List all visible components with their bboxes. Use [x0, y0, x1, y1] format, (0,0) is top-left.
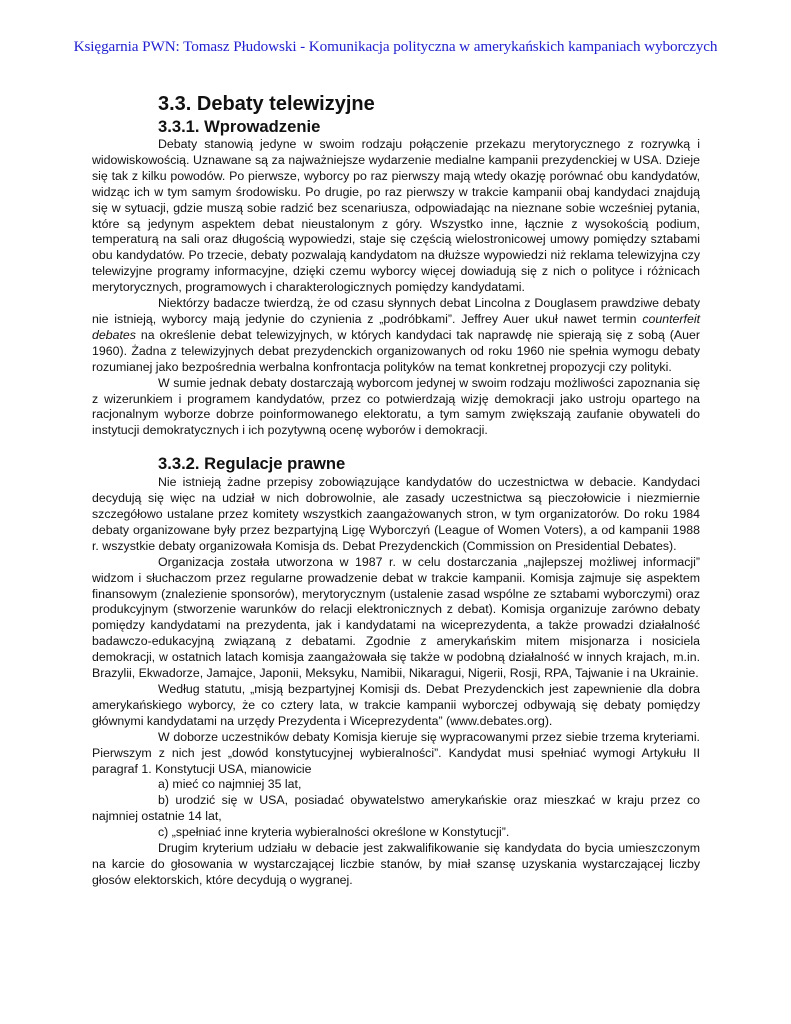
section-title: 3.3. Debaty telewizyjne: [158, 93, 375, 115]
subsection-title-introduction: 3.3.1. Wprowadzenie: [158, 117, 321, 136]
paragraph: Niektórzy badacze twierdzą, że od czasu słynnych debat Lincolna z Douglasem prawdziwe debaty nie istnieją, wyborcy mają jedynie do czynienia z „podróbkami”. Jeffrey Auer ukuł nawet termin counterfeit debates na określenie debat telewizyjnych, w których kandydaci tak naprawdę nie spierają się z sobą (Auer 1960). Żadna z telewizyjnych debat prezydenckich organizowanych od roku 1960 nie spełnia wymogu debaty rozumianej jako bezpośrednia werbalna konfrontacja polityków na temat konkretnej propozycji czy polityki.: [92, 296, 700, 374]
paragraph: Nie istnieją żadne przepisy zobowiązujące kandydatów do uczestnictwa w debacie. Kandydaci decydują się więc na udział w nich dobrowolnie, ale zasady uczestnictwa są pieczołowicie i niezmiernie szczegółowo ustalane przez komitety wszystkich zaangażowanych stron, w tym organizatorów. Do roku 1984 debaty organizowane były przez bezpartyjną Ligę Wyborczyń (League of Women Voters), a od kampanii 1988 r. wszystkie debaty organizowała Komisja ds. Debat Prezydenckich (Commission on Presidential Debates).: [92, 475, 700, 553]
page-content: [92, 92, 700, 889]
paragraph: Drugim kryterium udziału w debacie jest zakwalifikowanie się kandydata do bycia umieszczonym na karcie do głosowania w wystarczającej liczbie stanów, by miał szansę uzyskania wystarczającej liczby głosów elektorskich, które decydują o wygranej.: [92, 841, 700, 887]
list-item: a) mieć co najmniej 35 lat,: [158, 777, 302, 792]
paragraph: Według statutu, „misją bezpartyjnej Komisji ds. Debat Prezydenckich jest zapewnienie dla dobra amerykańskiego wyborcy, że co cztery lata, w trakcie kampanii wyborczej odbywają się debaty pomiędzy głównymi kandydatami na urzędy Prezydenta i Wiceprezydenta” (www.debates.org).: [92, 682, 700, 728]
list-item: b) urodzić się w USA, posiadać obywatelstwo amerykańskie oraz mieszkać w kraju przez co najmniej ostatnie 14 lat,: [92, 793, 700, 824]
paragraph: Debaty stanowią jedyne w swoim rodzaju połączenie przekazu merytorycznego z rozrywką i widowiskowością. Uznawane są za najważniejsze wydarzenie medialne kampanii prezydenckiej w USA. Dzieje się tak z kilku powodów. Po pierwsze, wyborcy po raz pierwszy mają wtedy okazję porównać obu kandydatów, widząc ich w tym samym środowisku. Po drugie, po raz pierwszy w trakcie kampanii obaj kandydaci znajdują się w sytuacji, gdzie muszą sobie radzić bez scenariusza, odpowiadając na nieznane sobie wcześniej pytania, które są jedynym aspektem debat nieustalonym z góry. Wszystko inne, łącznie z wysokością podium, temperaturą na sali oraz długością wypowiedzi, staje się częścią wielostronicowej umowy pomiędzy sztabami obu kandydatów. Po trzecie, debaty pozwalają kandydatom na dłuższe wypowiedzi niż reklama telewizyjna czy telewizyjne programy informacyjne, dzięki czemu wyborcy więcej dowiadują się z nich o polityce i różnicach merytorycznych, programowych i charakterologicznych pomiędzy kandydatami.: [92, 137, 700, 295]
paragraph: Organizacja została utworzona w 1987 r. w celu dostarczania „najlepszej możliwej informacji” widzom i słuchaczom przez regularne prowadzenie debat w trakcie kampanii. Komisja zajmuje się aspektem finansowym (znalezienie sponsorów), merytorycznym (ustalenie zasad wspólne ze sztabami wyborczymi) oraz produkcyjnym (stworzenie warunków do relacji elektronicznych z debat). Komisja organizuje zarówno debaty pomiędzy kandydatami na prezydenta, jak i kandydatami na wiceprezydenta, a także prowadzi działalność badawczo-edukacyjną związaną z debatami. Zgodnie z amerykańskim mitem misjonarza i nosiciela demokracji, w ostatnich latach komisja zaangażowała się także w podobną działalność w innych krajach, m.in. Brazylii, Ekwadorze, Jamajce, Japonii, Meksyku, Namibii, Nikaragui, Nigerii, Rosji, RPA, Tajwanie i na Ukrainie.: [92, 554, 700, 681]
italic-term: counterfeit debates: [92, 311, 700, 342]
paragraph: W doborze uczestników debaty Komisja kieruje się wypracowanymi przez siebie trzema kryteriami. Pierwszym z nich jest „dowód konstytucyjnej wybieralności”. Kandydat musi spełniać wymogi Artykułu II paragraf 1. Konstytucji USA, mianowicie: [92, 729, 700, 776]
list-item: c) „spełniać inne kryteria wybieralności określone w Konstytucji”.: [158, 825, 510, 840]
subsection-title-regulations: 3.3.2. Regulacje prawne: [158, 454, 346, 474]
paragraph: W sumie jednak debaty dostarczają wyborcom jedynej w swoim rodzaju możliwości zapoznania się z wizerunkiem i programem kandydatów, przez co potwierdzają wizję demokracji jako ustroju opartego na racjonalnym wyborze dobrze poinformowanego elektoratu, a tym samym zwiększają zaufanie obywateli do instytucji demokratycznych i ich pozytywną ocenę wyborów i demokracji.: [92, 375, 700, 438]
running-header: Księgarnia PWN: Tomasz Płudowski - Komunikacja polityczna w amerykańskich kampaniach wyborczych: [73, 38, 718, 55]
